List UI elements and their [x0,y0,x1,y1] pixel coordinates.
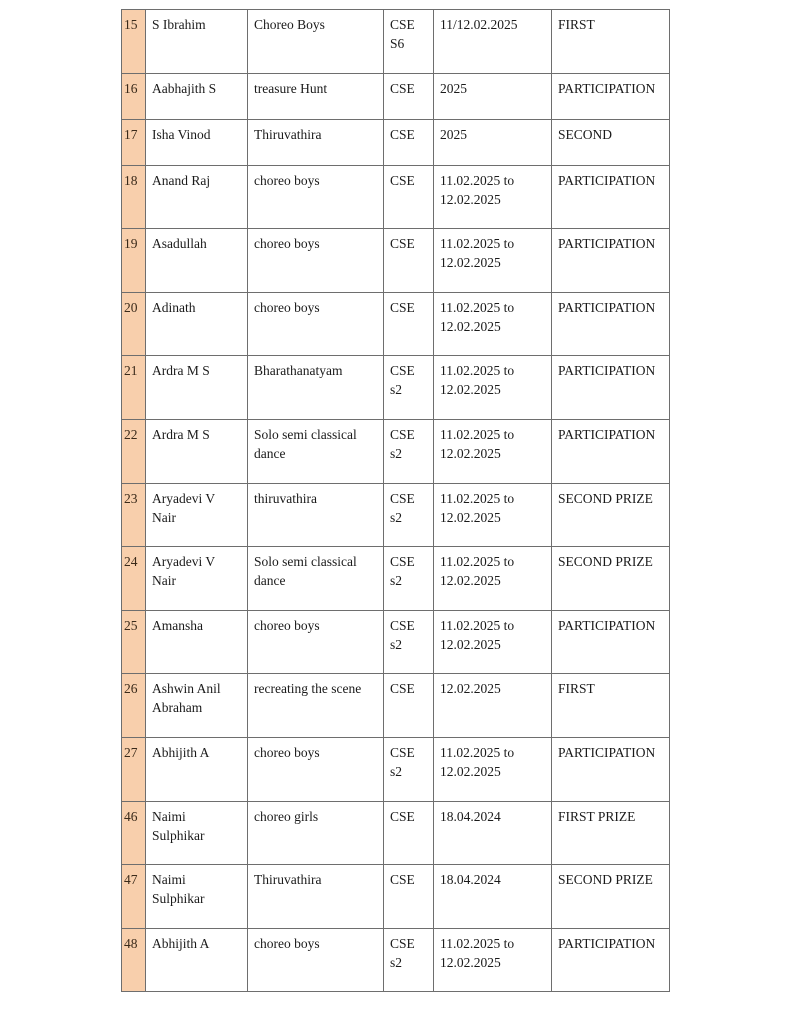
result-cell: SECOND PRIZE [552,483,670,547]
event-date-line: 11.02.2025 to [440,554,515,570]
event-name-line: choreo boys [254,617,320,633]
department-line: CSE [390,554,415,570]
event-name-cell [248,73,384,119]
awards-table [121,9,670,992]
department-cell [384,165,434,229]
serial-number-cell: 25 [122,610,146,674]
student-name-line: Aabhajith S [152,80,217,96]
department-cell [384,547,434,611]
event-name-cell [248,292,384,356]
student-name-line: Asadullah [152,236,207,252]
student-name-line: S Ibrahim [152,17,206,32]
result-cell: FIRST [552,10,670,74]
result-cell: PARTICIPATION [552,73,670,119]
student-name-line: Naimi [152,808,186,824]
event-name-cell [248,801,384,865]
event-name-cell [248,737,384,801]
department-cell [384,674,434,738]
event-date-cell [434,737,552,801]
event-name-line: thiruvathira [254,490,317,506]
event-name-cell [248,419,384,483]
department-line: CSE [390,744,415,760]
event-name-line: choreo boys [254,744,320,760]
student-name-line: Aryadevi V [152,490,216,506]
student-name-cell [146,10,248,74]
result-cell: SECOND PRIZE [552,865,670,929]
table-row [122,865,670,929]
department-line: CSE [390,617,415,633]
event-date-line: 12.02.2025 [440,763,501,779]
department-cell [384,483,434,547]
student-name-line: Ashwin Anil [152,681,221,697]
event-name-line: treasure Hunt [254,80,328,96]
student-name-cell [146,801,248,865]
event-date-line: 18.04.2024 [440,872,501,888]
serial-number-cell: 46 [122,801,146,865]
event-date-cell [434,483,552,547]
event-name-cell [248,610,384,674]
department-cell [384,928,434,992]
department-line: S6 [390,36,405,51]
result-cell: SECOND [552,119,670,165]
event-name-cell [248,928,384,992]
department-cell [384,119,434,165]
event-date-line: 11.02.2025 to [440,299,515,315]
event-name-line: choreo boys [254,935,320,951]
event-date-line: 11.02.2025 to [440,172,515,188]
student-name-cell [146,865,248,929]
event-name-cell [248,483,384,547]
event-date-line: 11.02.2025 to [440,617,515,633]
student-name-cell [146,674,248,738]
student-name-line: Sulphikar [152,827,205,843]
event-date-line: 2025 [440,126,467,142]
student-name-line: Ardra M S [152,426,210,442]
event-name-cell [248,10,384,74]
student-name-line: Isha Vinod [152,126,211,142]
student-name-cell [146,165,248,229]
event-date-line: 11.02.2025 to [440,236,515,252]
table-row [122,483,670,547]
department-line: CSE [390,490,415,506]
event-name-line: dance [254,445,286,461]
serial-number-cell: 17 [122,119,146,165]
student-name-line: Anand Raj [152,172,211,188]
table-row [122,119,670,165]
student-name-line: Abhijith A [152,935,210,951]
department-cell [384,610,434,674]
department-line: s2 [390,954,403,970]
awards-table-body [122,10,670,992]
serial-number-cell: 27 [122,737,146,801]
event-date-line: 11.02.2025 to [440,426,515,442]
result-cell: PARTICIPATION [552,229,670,293]
department-cell [384,737,434,801]
department-cell [384,73,434,119]
serial-number-cell: 22 [122,419,146,483]
event-date-cell [434,292,552,356]
event-date-line: 2025 [440,80,467,96]
event-name-cell [248,547,384,611]
table-row [122,165,670,229]
event-date-cell [434,165,552,229]
serial-number-cell: 15 [122,10,146,74]
event-date-line: 11.02.2025 to [440,363,515,379]
department-line: s2 [390,382,403,398]
department-line: CSE [390,17,415,32]
event-date-cell [434,119,552,165]
department-cell [384,419,434,483]
table-row [122,547,670,611]
student-name-line: Amansha [152,617,203,633]
event-name-line: Thiruvathira [254,872,322,888]
event-date-line: 12.02.2025 [440,445,501,461]
event-date-line: 12.02.2025 [440,255,501,271]
student-name-line: Aryadevi V [152,554,216,570]
serial-number-cell: 23 [122,483,146,547]
table-row [122,419,670,483]
table-row [122,10,670,74]
student-name-line: Abhijith A [152,744,210,760]
department-line: CSE [390,935,415,951]
event-name-line: Solo semi classical [254,426,357,442]
event-date-line: 12.02.2025 [440,318,501,334]
serial-number-cell: 21 [122,356,146,420]
student-name-cell [146,610,248,674]
event-date-cell [434,10,552,74]
event-name-line: dance [254,573,286,589]
event-date-line: 11/12.02.2025 [440,17,518,32]
result-cell: PARTICIPATION [552,737,670,801]
event-date-line: 12.02.2025 [440,382,501,398]
event-date-cell [434,928,552,992]
serial-number-cell: 19 [122,229,146,293]
department-line: CSE [390,808,415,824]
department-cell [384,801,434,865]
event-name-cell [248,165,384,229]
table-row [122,356,670,420]
event-date-line: 12.02.2025 [440,681,501,697]
event-date-line: 11.02.2025 to [440,490,515,506]
table-row [122,73,670,119]
event-date-cell [434,419,552,483]
student-name-cell [146,547,248,611]
department-line: CSE [390,236,415,252]
event-name-cell [248,119,384,165]
event-date-line: 18.04.2024 [440,808,501,824]
serial-number-cell: 26 [122,674,146,738]
event-date-line: 12.02.2025 [440,191,501,207]
table-row [122,610,670,674]
student-name-line: Adinath [152,299,196,315]
student-name-cell [146,356,248,420]
department-line: s2 [390,509,403,525]
serial-number-cell: 18 [122,165,146,229]
event-name-line: choreo boys [254,236,320,252]
department-line: s2 [390,445,403,461]
event-name-line: choreo boys [254,172,320,188]
event-date-cell [434,674,552,738]
student-name-cell [146,419,248,483]
serial-number-cell: 47 [122,865,146,929]
event-date-line: 11.02.2025 to [440,935,515,951]
department-line: CSE [390,126,415,142]
result-cell: PARTICIPATION [552,356,670,420]
department-cell [384,865,434,929]
student-name-cell [146,483,248,547]
department-line: s2 [390,763,403,779]
student-name-cell [146,229,248,293]
student-name-cell [146,119,248,165]
department-line: CSE [390,299,415,315]
department-line: CSE [390,172,415,188]
department-line: CSE [390,363,415,379]
event-name-line: recreating the scene [254,681,362,697]
event-date-cell [434,229,552,293]
department-line: CSE [390,80,415,96]
student-name-cell [146,73,248,119]
event-date-line: 12.02.2025 [440,636,501,652]
event-date-line: 12.02.2025 [440,509,501,525]
department-line: CSE [390,426,415,442]
table-row [122,292,670,356]
result-cell: PARTICIPATION [552,292,670,356]
result-cell: FIRST PRIZE [552,801,670,865]
department-line: s2 [390,636,403,652]
table-row [122,229,670,293]
event-name-cell [248,674,384,738]
event-date-line: 12.02.2025 [440,573,501,589]
serial-number-cell: 20 [122,292,146,356]
student-name-line: Nair [152,573,176,589]
result-cell: SECOND PRIZE [552,547,670,611]
student-name-line: Abraham [152,700,203,716]
serial-number-cell: 48 [122,928,146,992]
table-row [122,674,670,738]
student-name-cell [146,292,248,356]
department-line: CSE [390,681,415,697]
event-date-cell [434,73,552,119]
result-cell: PARTICIPATION [552,610,670,674]
event-name-line: choreo boys [254,299,320,315]
department-cell [384,356,434,420]
result-cell: PARTICIPATION [552,165,670,229]
event-name-cell [248,865,384,929]
student-name-line: Nair [152,509,176,525]
event-name-cell [248,229,384,293]
event-date-cell [434,356,552,420]
event-name-line: Choreo Boys [254,17,325,32]
event-name-line: Bharathanatyam [254,363,343,379]
department-cell [384,292,434,356]
event-date-line: 12.02.2025 [440,954,501,970]
event-date-cell [434,547,552,611]
student-name-cell [146,737,248,801]
event-date-cell [434,610,552,674]
department-line: CSE [390,872,415,888]
student-name-line: Naimi [152,872,186,888]
event-name-line: choreo girls [254,808,319,824]
serial-number-cell: 24 [122,547,146,611]
table-row [122,928,670,992]
department-line: s2 [390,573,403,589]
department-cell [384,229,434,293]
student-name-cell [146,928,248,992]
serial-number-cell: 16 [122,73,146,119]
result-cell: PARTICIPATION [552,928,670,992]
department-cell [384,10,434,74]
event-name-cell [248,356,384,420]
event-date-line: 11.02.2025 to [440,744,515,760]
table-row [122,801,670,865]
result-cell: PARTICIPATION [552,419,670,483]
event-name-line: Thiruvathira [254,126,322,142]
table-row [122,737,670,801]
student-name-line: Ardra M S [152,363,210,379]
event-date-cell [434,801,552,865]
result-cell: FIRST [552,674,670,738]
event-name-line: Solo semi classical [254,554,357,570]
student-name-line: Sulphikar [152,891,205,907]
event-date-cell [434,865,552,929]
